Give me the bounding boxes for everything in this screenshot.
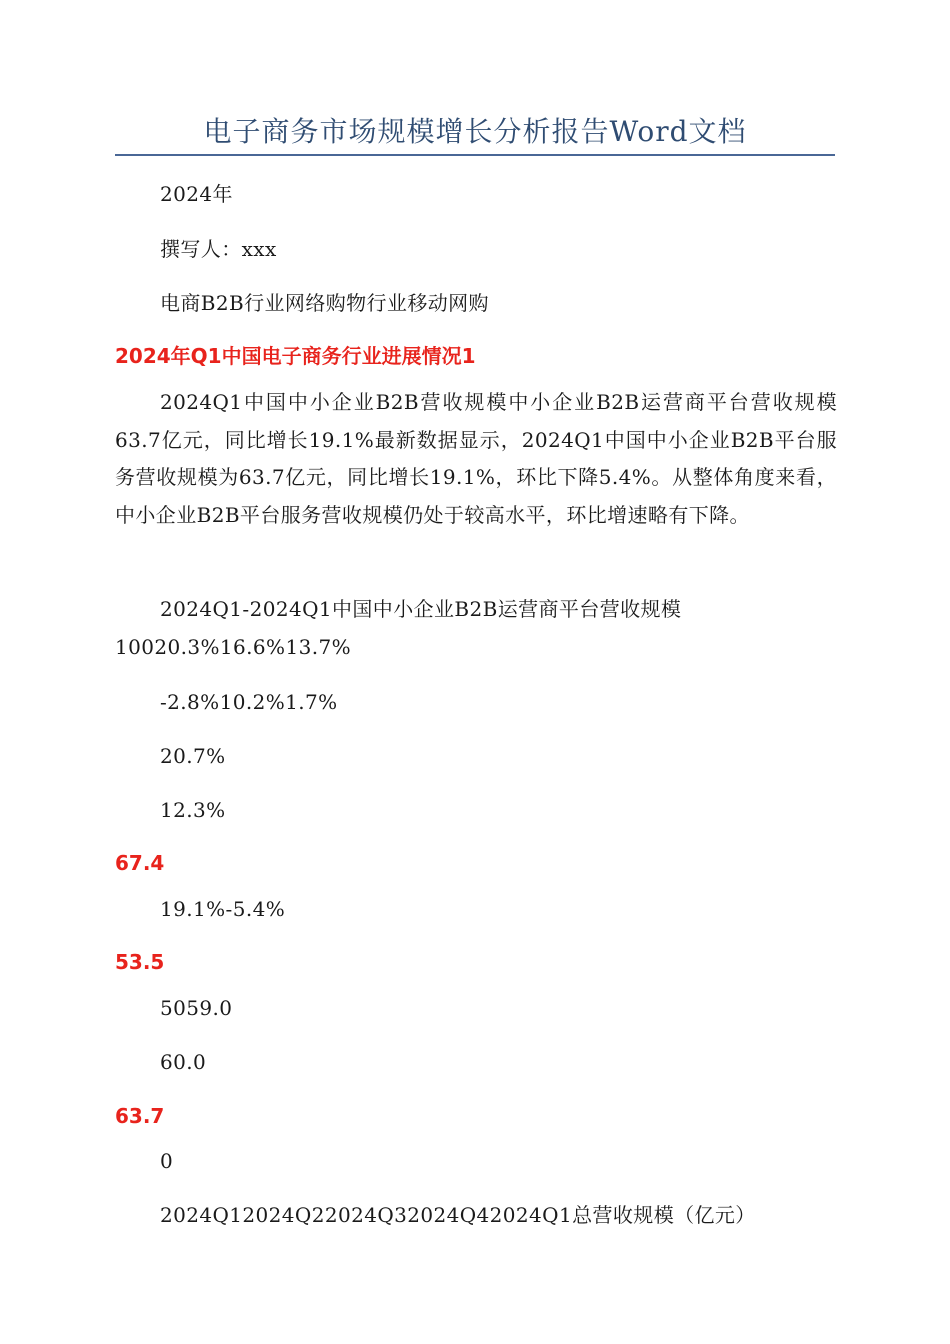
document-title: 电子商务市场规模增长分析报告Word文档 xyxy=(203,115,747,148)
chart-text-line: 19.1%-5.4% xyxy=(160,897,286,921)
industry-tags: 电商B2B行业网络购物行业移动网购 xyxy=(160,291,489,315)
chart-text-line: -2.8%10.2%1.7% xyxy=(160,690,338,714)
chart-text-line: 5059.0 xyxy=(160,996,233,1020)
value-heading: 63.7 xyxy=(115,1104,165,1128)
section-heading: 2024年Q1中国电子商务行业进展情况1 xyxy=(115,344,476,368)
chart-text-line: 0 xyxy=(160,1149,174,1173)
chart-caption: 2024Q1-2024Q1中国中小企业B2B运营商平台营收规模 xyxy=(160,597,682,621)
title-underline xyxy=(115,154,835,156)
chart-text-line: 10020.3%16.6%13.7% xyxy=(115,635,351,659)
chart-text-line: 60.0 xyxy=(160,1050,207,1074)
section-paragraph: 2024Q1中国中小企业B2B营收规模中小企业B2B运营商平台营收规模63.7亿元，同比增长19.1%最新数据显示，2024Q1中国中小企业B2B平台服务营收规模为63.7亿元，同比增长19.1%，环比下降5.4%。从整体角度来看，中小企业B2B平台服务营收规模仍处于较高水平，环比增速略有下降。 xyxy=(115,390,837,527)
chart-text-line: 12.3% xyxy=(160,798,226,822)
chart-text-line: 20.7% xyxy=(160,744,226,768)
value-heading: 53.5 xyxy=(115,950,165,974)
chart-text-line: 2024Q12024Q22024Q32024Q42024Q1总营收规模（亿元） xyxy=(160,1203,756,1227)
author-line: 撰写人：xxx xyxy=(160,237,277,261)
value-heading: 67.4 xyxy=(115,851,165,875)
report-year: 2024年 xyxy=(160,182,233,206)
